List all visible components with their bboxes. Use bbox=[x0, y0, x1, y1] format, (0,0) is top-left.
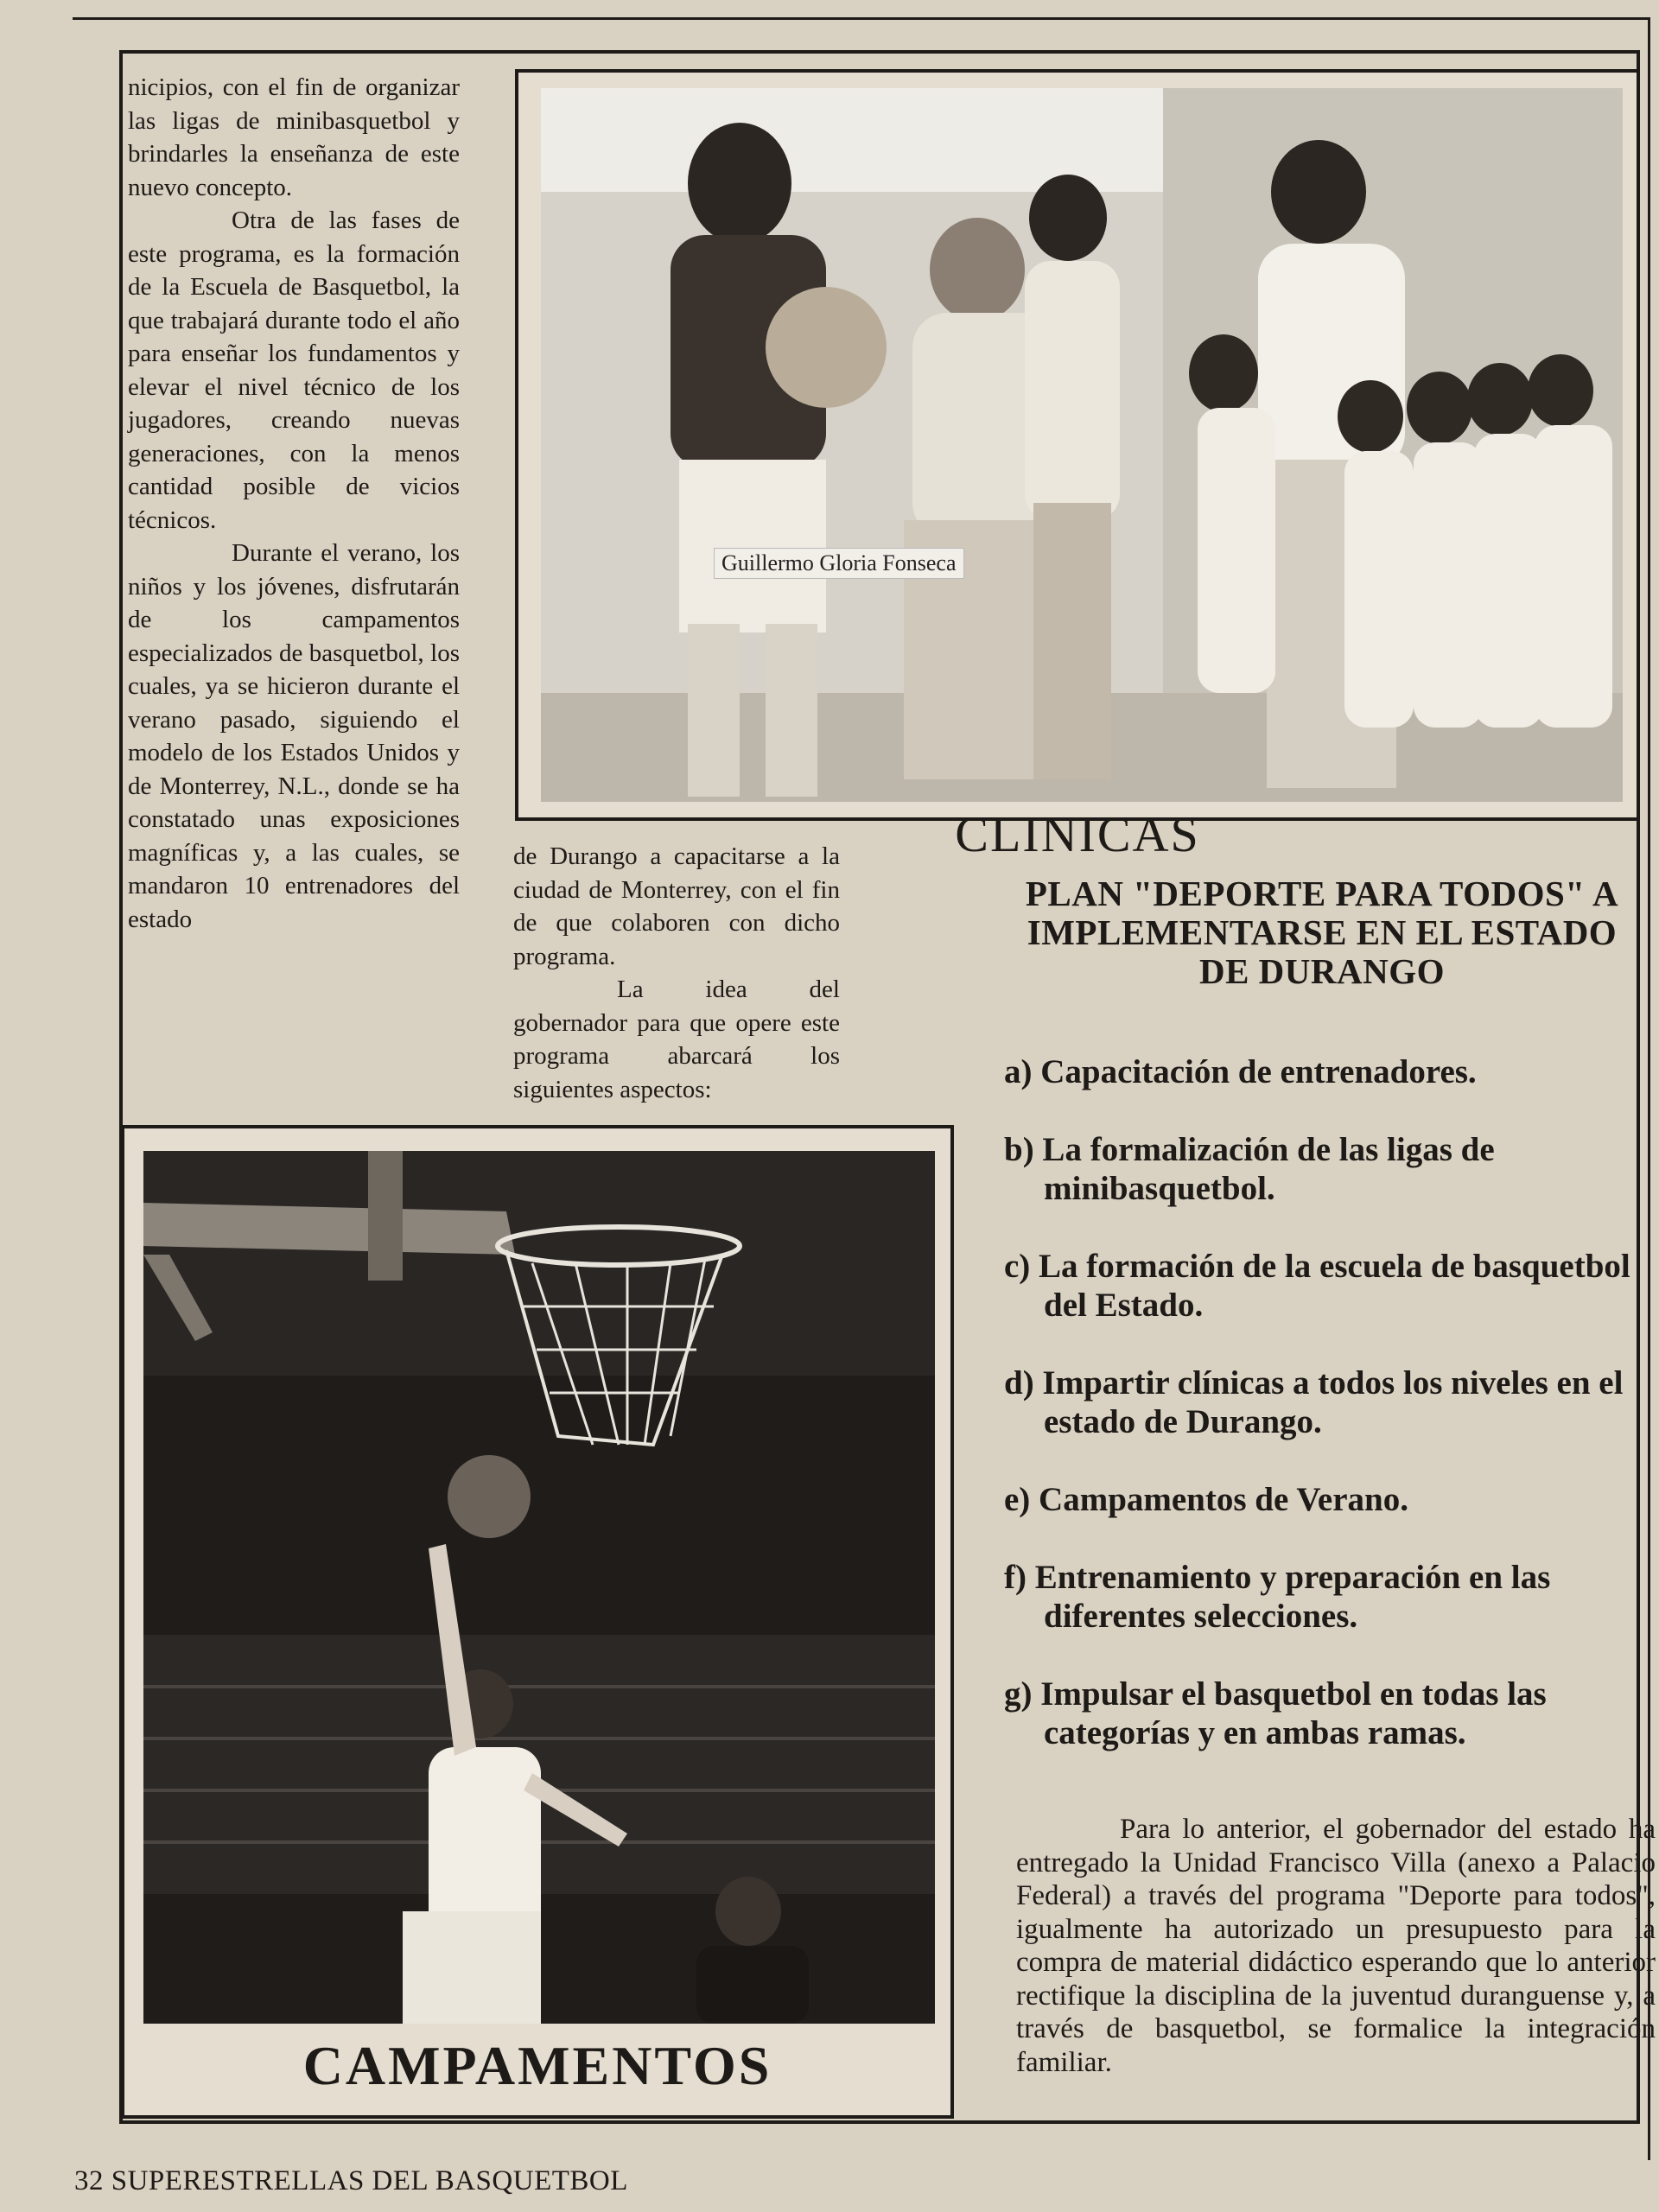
article-column-1 bbox=[128, 71, 460, 936]
list-item: d) Impartir clínicas a todos los niveles en el estado de Durango. bbox=[1004, 1364, 1624, 1440]
paragraph: de Durango a capacitarse a la ciudad de Monterrey, con el fin de que colaboren con dicho programa. bbox=[513, 842, 840, 970]
paragraph: Para lo anterior, el gobernador del estado ha entregado la Unidad Francisco Villa (anexo a Palacio Federal) a través del programa "Deporte para todos", igualmente ha autorizado un presupuesto para la compra de material didáctico esperando que lo anterior rectifique la disciplina de la juventud duranguense y, a través de basquetbol, se formalice la integración familiar. bbox=[1016, 1814, 1656, 2078]
publication-name: SUPERESTRELLAS DEL BASQUETBOL bbox=[111, 2165, 628, 2196]
list-item: f) Entrenamiento y preparación en las diferentes selecciones. bbox=[1004, 1559, 1551, 1635]
campamentos-photo-image bbox=[143, 1151, 935, 2024]
article-column-2 bbox=[513, 840, 840, 1106]
photo-credit-label: Guillermo Gloria Fonseca bbox=[714, 548, 964, 579]
list-item: b) La formalización de las ligas de minibasquetbol. bbox=[1004, 1131, 1495, 1207]
plan-title: PLAN "DEPORTE PARA TODOS" A IMPLEMENTARSE EN EL ESTADO DE DURANGO bbox=[1025, 874, 1619, 991]
plan-list bbox=[1004, 1052, 1643, 1791]
clinicas-photo bbox=[541, 88, 1623, 802]
campamentos-photo bbox=[143, 1151, 935, 2024]
paragraph: La idea del gobernador para que opere este programa abarcará los siguientes aspectos: bbox=[513, 976, 840, 1103]
clinicas-photo-box bbox=[515, 69, 1640, 862]
plan-closing-paragraph bbox=[1016, 1813, 1656, 2079]
paragraph: nicipios, con el fin de organizar las ligas de minibasquetbol y brindarles la enseñanza de este nuevo concepto. bbox=[128, 73, 460, 201]
campamentos-caption: CAMPAMENTOS bbox=[302, 2035, 772, 2096]
campamentos-photo-box bbox=[121, 1125, 954, 2119]
page-number: 32 bbox=[74, 2165, 104, 2196]
list-item: e) Campamentos de Verano. bbox=[1004, 1481, 1408, 1518]
clinicas-photo-image bbox=[541, 88, 1623, 802]
paragraph: Durante el verano, los niños y los jóvenes, disfrutarán de los campamentos especializados de basquetbol, los cuales, ya se hicieron durante el verano pasado, siguiendo el modelo de los Estados Unidos y de Monterrey, N.L., donde se ha constatado unas exposiciones magníficas y, a las cuales, se mandaron 10 entrenadores del estado bbox=[128, 539, 460, 933]
list-item: a) Capacitación de entrenadores. bbox=[1004, 1053, 1477, 1090]
page-footer bbox=[74, 2165, 628, 2197]
clinicas-caption: CLINICAS bbox=[955, 806, 1200, 862]
list-item: g) Impulsar el basquetbol en todas las categorías y en ambas ramas. bbox=[1004, 1675, 1547, 1751]
paragraph: Otra de las fases de este programa, es la formación de la Escuela de Basquetbol, la que trabajará durante todo el año para enseñar los fundamentos y elevar el nivel técnico de los jugadores, creando nuevas generaciones, con la menos cantidad posible de vicios técnicos. bbox=[128, 207, 460, 534]
list-item: c) La formación de la escuela de basquetbol del Estado. bbox=[1004, 1248, 1630, 1324]
